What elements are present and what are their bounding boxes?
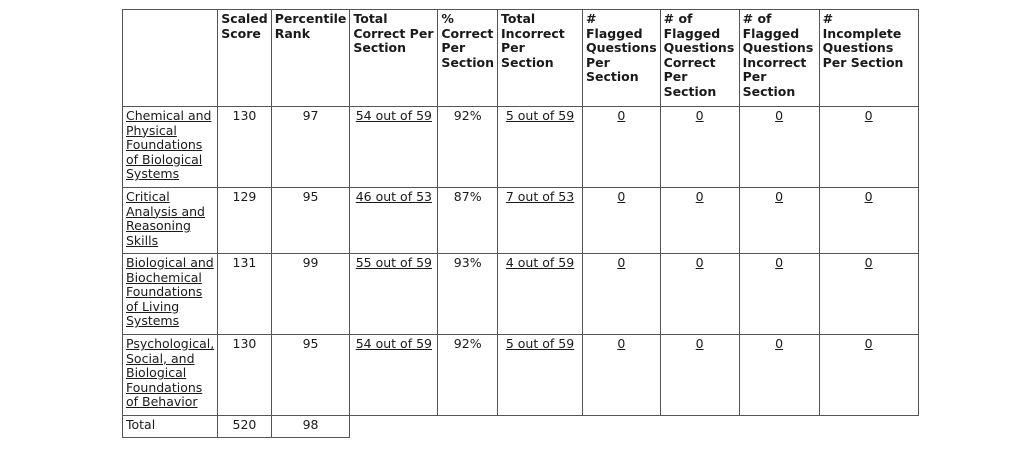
section-name-cell — [123, 254, 218, 335]
section-link[interactable]: Biological and Biochemical Foundations of Living Systems — [126, 255, 214, 329]
incomplete-link[interactable]: 0 — [864, 189, 873, 204]
flagged-correct-link[interactable]: 0 — [695, 255, 704, 270]
total-correct-link[interactable]: 46 out of 53 — [355, 189, 432, 204]
total-incorrect-cell — [498, 188, 583, 254]
flagged-incorrect-cell — [739, 335, 819, 416]
total-correct-cell — [350, 254, 438, 335]
total-incorrect-link[interactable]: 5 out of 59 — [505, 108, 575, 123]
header-percentile-rank: Percentile Rank — [271, 10, 350, 107]
incomplete-cell — [819, 335, 918, 416]
header-total-incorrect: Total Incorrect Per Section — [498, 10, 583, 107]
header-flagged: # Flagged Questions Per Section — [583, 10, 661, 107]
total-incorrect-cell — [498, 335, 583, 416]
flagged-cell — [583, 188, 661, 254]
flagged-link[interactable]: 0 — [617, 255, 626, 270]
header-scaled-score: Scaled Score — [218, 10, 272, 107]
total-correct-link[interactable]: 54 out of 59 — [355, 336, 432, 351]
percentile-cell: 95 — [271, 335, 350, 416]
scaled-score-cell: 129 — [218, 188, 272, 254]
flagged-incorrect-cell — [739, 188, 819, 254]
section-link[interactable]: Psychological, Social, and Biological Foundations of Behavior — [126, 336, 215, 410]
header-section — [123, 10, 218, 107]
flagged-link[interactable]: 0 — [617, 336, 626, 351]
flagged-correct-link[interactable]: 0 — [695, 189, 704, 204]
flagged-link[interactable]: 0 — [617, 108, 626, 123]
flagged-correct-link[interactable]: 0 — [695, 108, 704, 123]
header-flagged-incorrect: # of Flagged Questions Incorrect Per Section — [739, 10, 819, 107]
percent-correct-cell: 93% — [438, 254, 498, 335]
flagged-correct-cell — [660, 107, 739, 188]
total-incorrect-cell — [498, 254, 583, 335]
table-row — [123, 254, 919, 335]
flagged-incorrect-link[interactable]: 0 — [775, 255, 784, 270]
total-scaled-score-cell: 520 — [218, 416, 272, 438]
table-row — [123, 335, 919, 416]
header-incomplete: # Incomplete Questions Per Section — [819, 10, 918, 107]
total-incorrect-link[interactable]: 5 out of 59 — [505, 336, 575, 351]
header-row — [123, 10, 919, 107]
flagged-incorrect-link[interactable]: 0 — [775, 189, 784, 204]
percent-correct-cell: 92% — [438, 107, 498, 188]
flagged-correct-link[interactable]: 0 — [695, 336, 704, 351]
incomplete-cell — [819, 188, 918, 254]
section-link[interactable]: Critical Analysis and Reasoning Skills — [126, 189, 205, 248]
incomplete-link[interactable]: 0 — [864, 255, 873, 270]
incomplete-cell — [819, 107, 918, 188]
table-row — [123, 188, 919, 254]
header-flagged-correct: # of Flagged Questions Correct Per Section — [660, 10, 739, 107]
flagged-link[interactable]: 0 — [617, 189, 626, 204]
empty-filler — [350, 416, 918, 438]
flagged-cell — [583, 254, 661, 335]
total-correct-cell — [350, 188, 438, 254]
total-correct-link[interactable]: 54 out of 59 — [355, 108, 432, 123]
incomplete-link[interactable]: 0 — [864, 108, 873, 123]
header-total-correct: Total Correct Per Section — [350, 10, 438, 107]
percent-correct-cell: 92% — [438, 335, 498, 416]
incomplete-link[interactable]: 0 — [864, 336, 873, 351]
table-row — [123, 107, 919, 188]
flagged-cell — [583, 335, 661, 416]
total-percentile-cell: 98 — [271, 416, 350, 438]
scaled-score-cell: 130 — [218, 335, 272, 416]
percentile-cell: 97 — [271, 107, 350, 188]
flagged-incorrect-cell — [739, 254, 819, 335]
header-percent-correct: % Correct Per Section — [438, 10, 498, 107]
flagged-cell — [583, 107, 661, 188]
score-report-table — [122, 9, 919, 438]
total-correct-cell — [350, 107, 438, 188]
percentile-cell: 99 — [271, 254, 350, 335]
scaled-score-cell: 130 — [218, 107, 272, 188]
flagged-incorrect-link[interactable]: 0 — [775, 108, 784, 123]
flagged-correct-cell — [660, 188, 739, 254]
percent-correct-cell: 87% — [438, 188, 498, 254]
flagged-correct-cell — [660, 254, 739, 335]
flagged-incorrect-link[interactable]: 0 — [775, 336, 784, 351]
total-label-cell: Total — [123, 416, 218, 438]
scaled-score-cell: 131 — [218, 254, 272, 335]
percentile-cell: 95 — [271, 188, 350, 254]
total-correct-cell — [350, 335, 438, 416]
flagged-correct-cell — [660, 335, 739, 416]
flagged-incorrect-cell — [739, 107, 819, 188]
total-incorrect-link[interactable]: 7 out of 53 — [505, 189, 575, 204]
section-name-cell — [123, 107, 218, 188]
total-incorrect-cell — [498, 107, 583, 188]
total-row — [123, 416, 919, 438]
total-correct-link[interactable]: 55 out of 59 — [355, 255, 432, 270]
total-incorrect-link[interactable]: 4 out of 59 — [505, 255, 575, 270]
section-name-cell — [123, 335, 218, 416]
incomplete-cell — [819, 254, 918, 335]
section-name-cell — [123, 188, 218, 254]
section-link[interactable]: Chemical and Physical Foundations of Biological Systems — [126, 108, 212, 182]
